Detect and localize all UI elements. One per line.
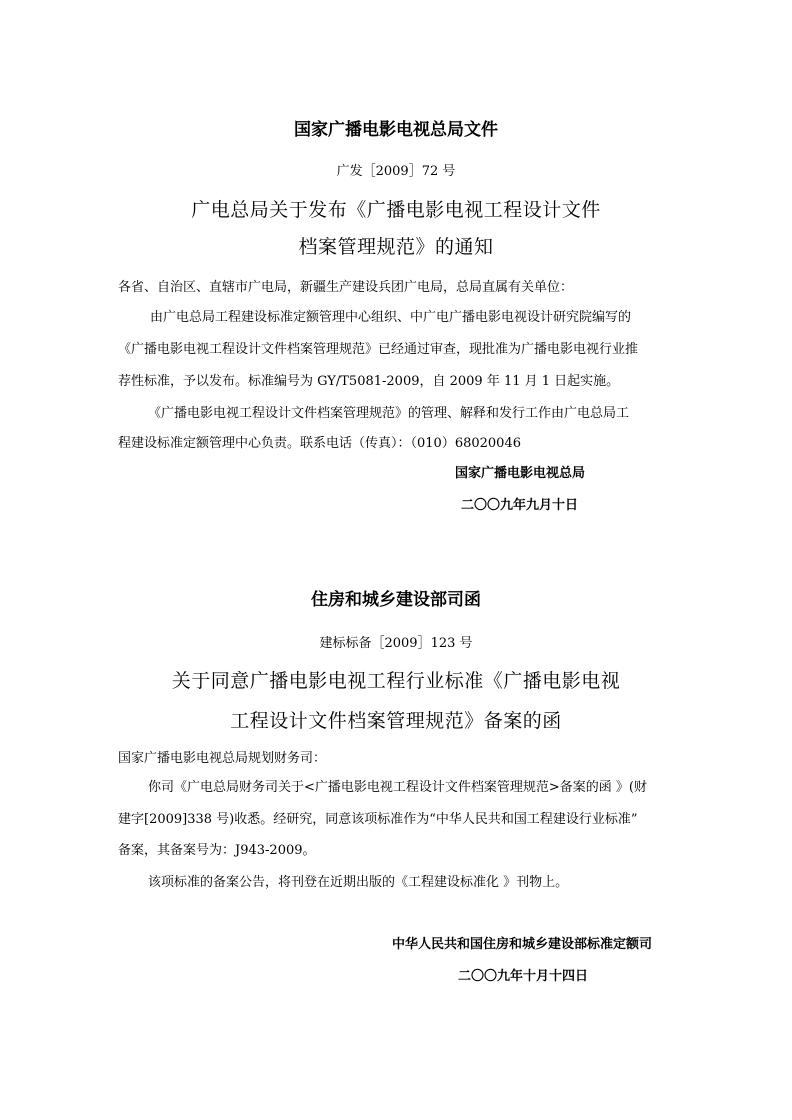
doc1-signer: 国家广播电影电视总局 (455, 466, 586, 481)
doc1-para1-line: 荐性标准，予以发布。标准编号为 GY/T5081-2009，自 2009 年 11 月 1 日起实施。 (118, 374, 620, 389)
doc1-subject-line-2: 档案管理规范》的通知 (298, 236, 494, 258)
doc1-doc-number: 广发［2009］72 号 (336, 164, 456, 179)
doc1-title: 国家广播电影电视总局文件 (294, 120, 498, 140)
doc1-para2-line: 程建设标准定额管理中心负责。联系电话（传真）：（010）68020046 (118, 436, 521, 451)
doc2-subject-line-1: 关于同意广播电影电视工程行业标准《广播电影电视 (171, 670, 621, 692)
doc2-para1-line: 备案，其备案号为：J943-2009。 (118, 843, 316, 858)
doc1-addressee: 各省、自治区、直辖市广电局，新疆生产建设兵团广电局，总局直属有关单位： (118, 280, 574, 295)
doc1-date: 二〇〇九年九月十日 (461, 498, 579, 513)
doc2-para1-line: 建字[2009]338 号)收悉。经研究，同意该项标准作为“中华人民共和国工程建设行业标准” (118, 812, 638, 827)
doc2-addressee: 国家广播电影电视总局规划财务司： (118, 751, 327, 766)
doc2-signer: 中华人民共和国住房和城乡建设部标准定额司 (392, 937, 653, 952)
doc2-date: 二〇〇九年十月十四日 (458, 969, 589, 984)
doc1-para1-line: 由广电总局工程建设标准定额管理中心组织、中广电广播电影电视设计研究院编写的 (150, 310, 632, 325)
doc2-title: 住房和城乡建设部司函 (311, 590, 481, 610)
doc1-para2-line: 《广播电影电视工程设计文件档案管理规范》的管理、解释和发行工作由广电总局工 (148, 406, 630, 421)
doc1-subject-line-1: 广电总局关于发布《广播电影电视工程设计文件 (191, 199, 601, 221)
doc2-doc-number: 建标标备［2009］123 号 (319, 636, 473, 651)
doc1-para1-line: 《广播电影电视工程设计文件档案管理规范》已经通过审查，现批准为广播电影电视行业推 (118, 342, 639, 357)
doc2-para1-line: 你司《广电总局财务司关于<广播电影电视工程设计文件档案管理规范>备案的函 》(财 (148, 780, 647, 795)
doc2-subject-line-2: 工程设计文件档案管理规范》备案的函 (230, 710, 562, 732)
doc2-para2-line: 该项标准的备案公告，将刊登在近期出版的《工程建设标准化 》刊物上。 (148, 875, 569, 890)
